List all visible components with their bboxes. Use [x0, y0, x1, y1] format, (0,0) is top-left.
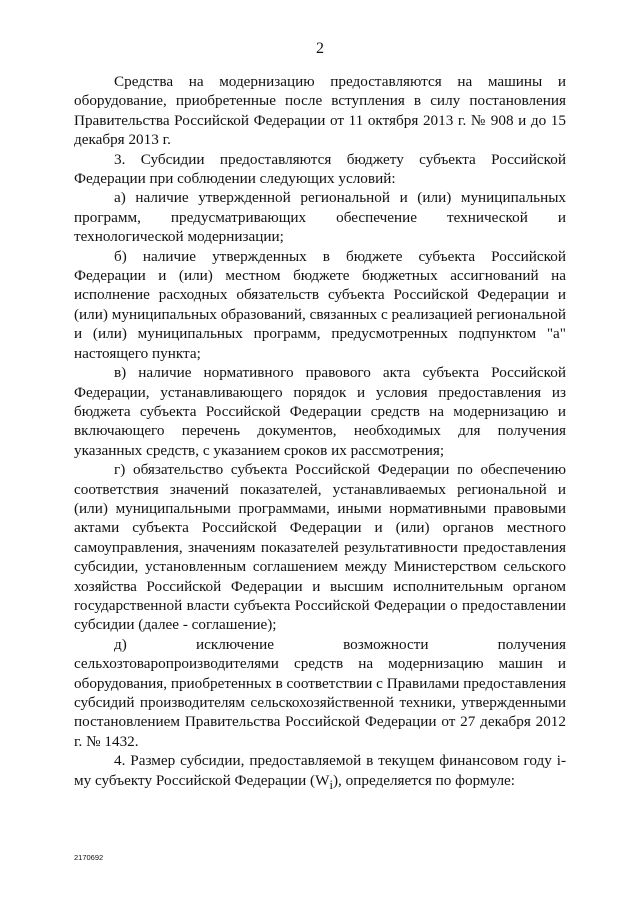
paragraph-modernization-funds: Средства на модернизацию предоставляются на машины и оборудование, приобретенные после вступления в силу постановления Правительства Российской Федерации от 11 октября 2013 г. № 908 и до 15 декабря 2013 г. — [74, 73, 566, 149]
paragraph-3g: г) обязательство субъекта Российской Федерации по обеспечению соответствия значений показателей, устанавливаемых региональной и (или) муниципальными программами, иными нормативными правовыми актами субъекта Российской Федерации и (или) органов местного самоуправления, значениям показателей результативности предоставления субсидии, установленным соглашением между Министерством сельского хозяйства Российской Федерации и высшим исполнительным органом государственной власти субъекта Российской Федерации о предоставлении субсидии (далее - соглашение); — [74, 461, 566, 634]
paragraph-4-text-before: 4. Размер субсидии, предоставляемой в текущем финансовом году i-му субъекту Российской Федерации (W — [74, 752, 566, 789]
page-number: 2 — [316, 40, 324, 57]
paragraph-3a: а) наличие утвержденной региональной и (или) муниципальных программ, предусматривающих обеспечение технической и технологической модернизации; — [74, 189, 566, 246]
paragraph-3v: в) наличие нормативного правового акта субъекта Российской Федерации, устанавливающего порядок и условия предоставления из бюджета субъекта Российской Федерации средств на модернизацию и включающего перечень документов, необходимых для получения указанных средств, с указанием сроков их рассмотрения; — [74, 364, 566, 459]
paragraph-4-subsidy-size — [74, 751, 566, 795]
paragraph-3d: д) исключение возможности получения сельхозтоваропроизводителями средств на модернизацию машин и оборудования, приобретенных в соответствии с Правилами предоставления субсидий производителям сельскохозяйственной техники, утвержденными постановлением Правительства Российской Федерации от 27 декабря 2012 г. № 1432. — [74, 635, 566, 750]
paragraph-3-conditions: 3. Субсидии предоставляются бюджету субъекта Российской Федерации при соблюдении следующих условий: — [74, 150, 566, 188]
document-body — [74, 72, 566, 795]
paragraph-4-subscript: i — [329, 777, 333, 792]
paragraph-4-text-after: ), определяется по формуле: — [332, 771, 516, 789]
paragraph-3b: б) наличие утвержденных в бюджете субъекта Российской Федерации и (или) местном бюджете бюджетных ассигнований на исполнение расходных обязательств субъекта Российской Федерации и (или) муниципальных образований, связанных с реализацией региональной и (или) муниципальных программ, предусмотренных подпунктом "а" настоящего пункта; — [74, 247, 566, 362]
document-id: 2170692 — [74, 853, 104, 862]
